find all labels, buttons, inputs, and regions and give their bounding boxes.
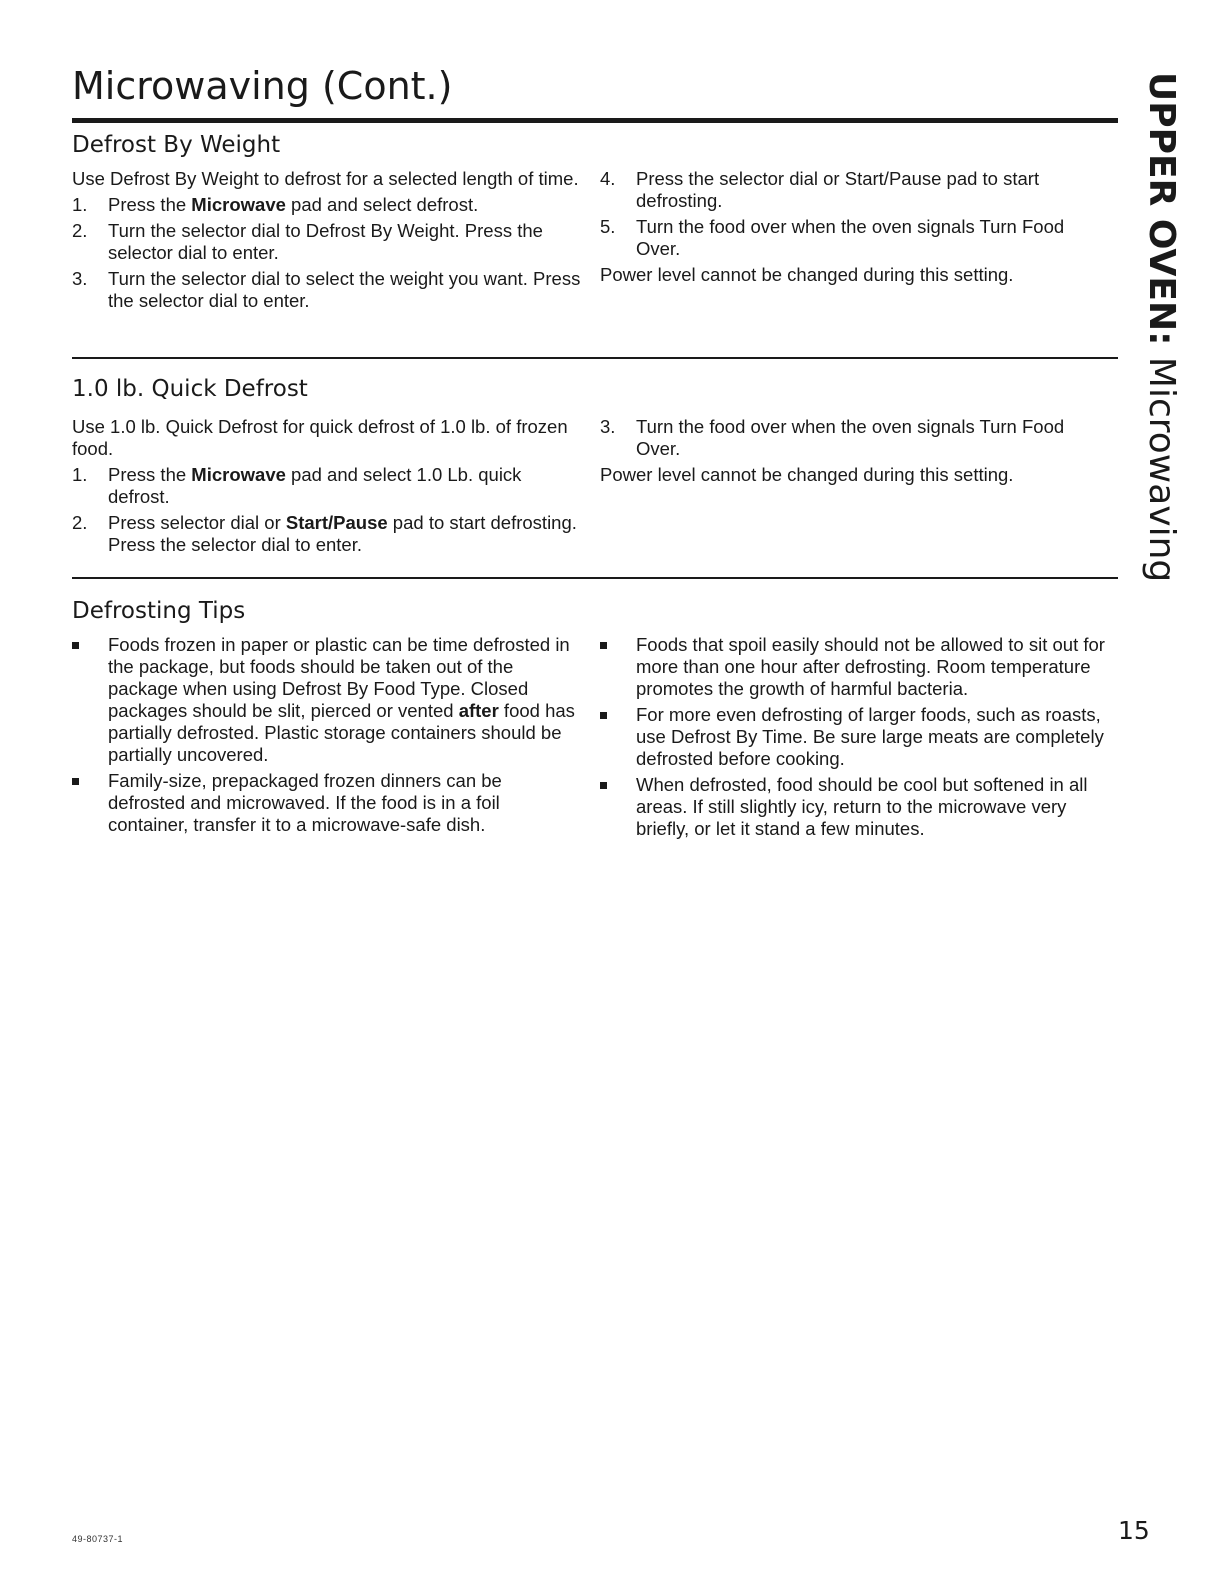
step-number: 2. [72,220,88,241]
step-text: Press the selector dial or Start/Pause pad to start defrosting. [636,168,1040,211]
defrost-by-weight-right-column [600,168,1105,290]
tip-text: food has partially defrosted. Plastic storage containers should be partially uncovered. [108,700,575,765]
step-item [72,512,582,556]
tip-text: When defrosted, food should be cool but softened in all areas. If still slightly icy, return to the microwave very briefly, or let it stand a few minutes. [636,774,1088,839]
side-tab-text [1141,72,1181,582]
step-text: Press the [108,464,192,485]
step-item [600,168,1105,212]
step-text: Turn the selector dial to Defrost By Weight. Press the selector dial to enter. [108,220,543,263]
section-heading-defrost-by-weight: Defrost By Weight [72,132,281,158]
defrost-by-weight-note: Power level cannot be changed during this setting. [600,264,1014,285]
step-text: pad to start defrosting. Press the selector dial to enter. [108,512,577,555]
square-bullet-icon [600,782,607,789]
square-bullet-icon [72,778,79,785]
step-text-bold: Start/Pause [285,512,388,533]
step-number: 3. [600,416,616,437]
section-heading-defrosting-tips: Defrosting Tips [72,598,246,624]
defrost-by-weight-left-column [72,168,582,316]
step-number: 1. [72,464,88,485]
tip-text-bold: after [458,700,499,721]
step-text-bold: Microwave [191,194,286,215]
tip-item [72,770,577,836]
quick-defrost-left-column [72,416,582,560]
step-text: pad and select 1.0 Lb. quick defrost. [108,464,522,507]
tip-item [72,634,577,766]
step-text: Turn the food over when the oven signals Turn Food Over. [636,416,1065,459]
step-item [72,268,582,312]
step-item [72,194,582,216]
tip-text: Foods frozen in paper or plastic can be time defrosted in the package, but foods should be taken out of the package when using Defrost By Food Type. Closed packages should be slit, pierced or vented [108,634,570,721]
step-text: pad and select defrost. [285,194,479,215]
side-tab-topic: Microwaving [1141,345,1182,583]
square-bullet-icon [600,642,607,649]
page-number: 15 [1118,1516,1150,1545]
side-tab-section: UPPER OVEN: [1141,72,1182,346]
step-number: 5. [600,216,616,237]
section-heading-quick-defrost: 1.0 lb. Quick Defrost [72,376,308,402]
step-number: 2. [72,512,88,533]
tips-right-column [600,634,1110,844]
step-number: 3. [72,268,88,289]
title-rule [72,118,1118,123]
document-code: 49-80737-1 [72,1534,124,1544]
tip-item [600,634,1110,700]
side-tab [1141,72,1182,583]
step-item [72,464,582,508]
defrost-by-weight-intro: Use Defrost By Weight to defrost for a selected length of time. [72,168,579,189]
step-text: Press selector dial or [108,512,286,533]
step-item [600,416,1110,460]
step-item [600,216,1105,260]
step-item [72,220,582,264]
quick-defrost-note: Power level cannot be changed during this setting. [600,464,1014,485]
square-bullet-icon [72,642,79,649]
section-divider [72,577,1118,579]
tip-text: Foods that spoil easily should not be allowed to sit out for more than one hour after defrosting. Room temperature promotes the growth of harmful bacteria. [636,634,1105,699]
step-text: Turn the food over when the oven signals Turn Food Over. [636,216,1065,259]
quick-defrost-right-column [600,416,1110,490]
square-bullet-icon [600,712,607,719]
tip-text: For more even defrosting of larger foods, such as roasts, use Defrost By Time. Be sure large meats are completely defrosted before cooking. [636,704,1104,769]
step-number: 4. [600,168,616,189]
section-divider [72,357,1118,359]
step-number: 1. [72,194,88,215]
step-text: Turn the selector dial to select the weight you want. Press the selector dial to enter. [108,268,581,311]
tip-item [600,704,1110,770]
quick-defrost-intro: Use 1.0 lb. Quick Defrost for quick defrost of 1.0 lb. of frozen food. [72,416,568,459]
tips-left-column [72,634,577,840]
tip-item [600,774,1110,840]
tip-text: Family-size, prepackaged frozen dinners can be defrosted and microwaved. If the food is in a foil container, transfer it to a microwave-safe dish. [108,770,502,835]
page-title: Microwaving (Cont.) [72,64,453,108]
step-text-bold: Microwave [191,464,286,485]
step-text: Press the [108,194,192,215]
